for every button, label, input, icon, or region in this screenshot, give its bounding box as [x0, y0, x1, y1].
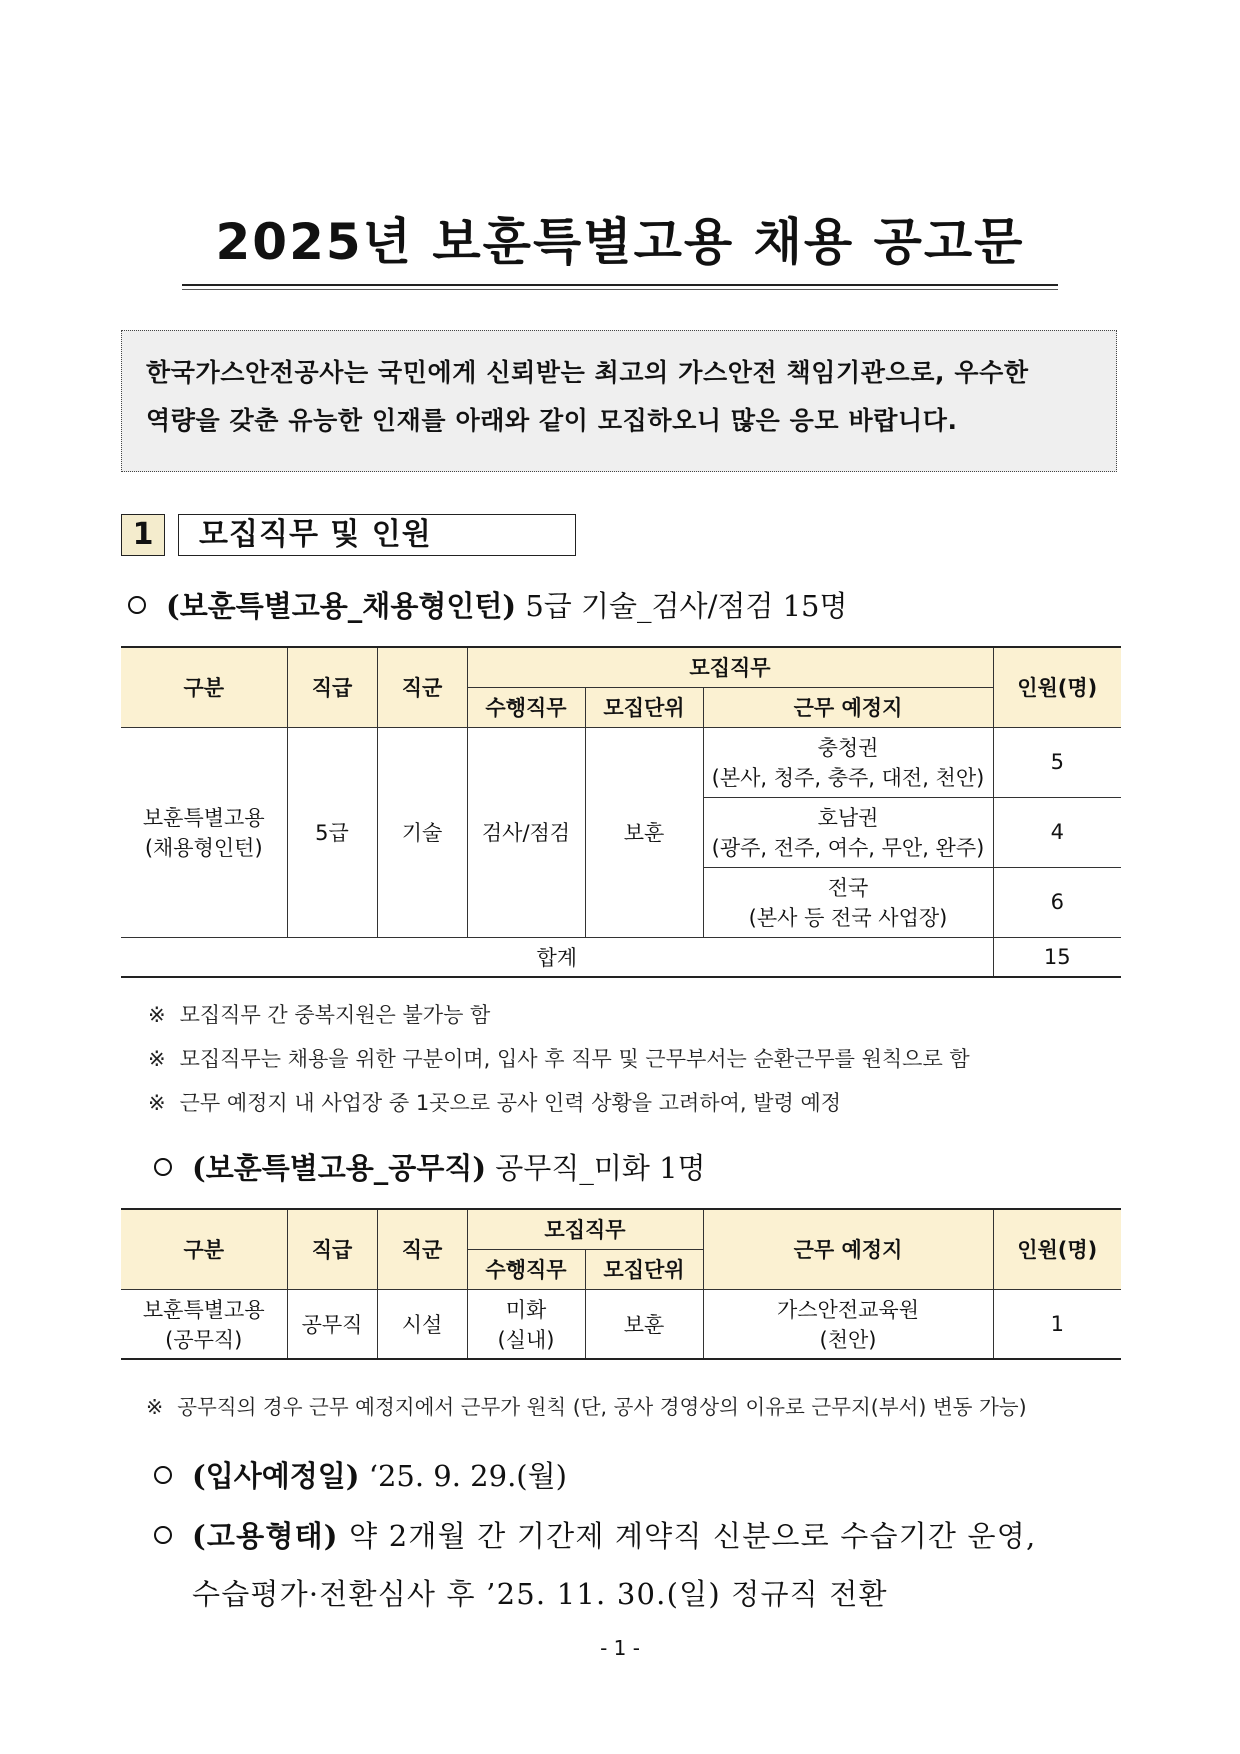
note-text: 공무직의 경우 근무 예정지에서 근무가 원칙 (단, 공사 경영상의 이유로 근무지(부서) 변동 가능) [177, 1395, 1027, 1419]
cell-category-line2: (공무직) [165, 1327, 243, 1352]
cell-grade: 공무직 [287, 1289, 377, 1359]
cell-duty [467, 1289, 585, 1359]
intro-line-2: 역량을 갖춘 유능한 인재를 아래와 같이 모집하오니 많은 응모 바랍니다. [146, 406, 958, 435]
header-location: 근무 예정지 [703, 687, 993, 727]
note-mark: ※ [146, 1395, 164, 1419]
cell-total: 15 [993, 937, 1121, 977]
cell-count: 1 [993, 1289, 1121, 1359]
bullet-employ-label: (고용형태) [192, 1519, 339, 1553]
note-item [148, 1088, 841, 1118]
location-detail: (본사 등 전국 사업장) [748, 906, 948, 930]
header-group: 직군 [377, 1209, 467, 1289]
circle-bullet-icon [154, 1526, 172, 1544]
note-mark: ※ [148, 1091, 166, 1115]
bullet-public-label: (보훈특별고용_공무직) [192, 1151, 487, 1185]
header-grade: 직급 [287, 1209, 377, 1289]
title-underline-thin [182, 289, 1058, 290]
cell-category [121, 1289, 287, 1359]
cell-duty-line2: (실내) [497, 1327, 555, 1352]
note-text: 근무 예정지 내 사업장 중 1곳으로 공사 인력 상황을 고려하여, 발령 예정 [179, 1091, 842, 1115]
location-region: 전국 [827, 876, 869, 900]
header-job: 모집직무 [467, 1209, 703, 1249]
cell-unit: 보훈 [585, 1289, 703, 1359]
cell-location [703, 797, 993, 867]
header-category: 구분 [121, 1209, 287, 1289]
cell-location [703, 1289, 993, 1359]
location-region: 충청권 [817, 736, 879, 760]
header-duty: 수행직무 [467, 1249, 585, 1289]
title-block [182, 210, 1058, 274]
note-mark: ※ [148, 1003, 166, 1027]
bullet-start-date [154, 1456, 567, 1496]
cell-count: 4 [993, 797, 1121, 867]
section-number: 1 [121, 514, 165, 556]
cell-category [121, 727, 287, 937]
cell-group: 시설 [377, 1289, 467, 1359]
bullet-intern [128, 586, 848, 626]
bullet-start-text: ‘25. 9. 29.(월) [368, 1459, 567, 1493]
page-number: - 1 - [600, 1636, 640, 1660]
note-text: 모집직무 간 중복지원은 불가능 함 [179, 1003, 491, 1027]
cell-location-line2: (천안) [819, 1327, 877, 1352]
cell-location [703, 867, 993, 937]
cell-unit: 보훈 [585, 727, 703, 937]
circle-bullet-icon [154, 1466, 172, 1484]
header-duty: 수행직무 [467, 687, 585, 727]
cell-total-label: 합계 [121, 937, 993, 977]
header-location: 근무 예정지 [703, 1209, 993, 1289]
location-detail: (광주, 전주, 여수, 무안, 완주) [711, 836, 985, 860]
bullet-intern-label: (보훈특별고용_채용형인턴) [166, 589, 517, 623]
bullet-employ-text: 약 2개월 간 기간제 계약직 신분으로 수습기간 운영, [349, 1519, 1037, 1553]
intro-box [121, 330, 1117, 472]
cell-category-line2: (채용형인턴) [144, 836, 263, 860]
cell-grade: 5급 [287, 727, 377, 937]
title-underline [182, 284, 1058, 286]
header-category: 구분 [121, 647, 287, 727]
location-region: 호남권 [817, 806, 879, 830]
bullet-public [154, 1148, 706, 1188]
cell-category-line1: 보훈특별고용 [142, 806, 265, 830]
circle-bullet-icon [128, 596, 146, 614]
table-public [121, 1208, 1121, 1360]
bullet-employment-line2: 수습평가·전환심사 후 ’25. 11. 30.(일) 정규직 전환 [192, 1577, 888, 1611]
cell-category-line1: 보훈특별고용 [142, 1297, 265, 1322]
header-grade: 직급 [287, 647, 377, 727]
header-count: 인원(명) [993, 1209, 1121, 1289]
cell-duty-line1: 미화 [505, 1297, 547, 1322]
cell-count: 5 [993, 727, 1121, 797]
header-group: 직군 [377, 647, 467, 727]
header-count: 인원(명) [993, 647, 1121, 727]
cell-location-line1: 가스안전교육원 [776, 1297, 919, 1322]
cell-group: 기술 [377, 727, 467, 937]
note-item [146, 1392, 1027, 1422]
page-title: 2025년 보훈특별고용 채용 공고문 [215, 213, 1025, 271]
bullet-start-label: (입사예정일) [192, 1459, 360, 1493]
note-text: 모집직무는 채용을 위한 구분이며, 입사 후 직무 및 근무부서는 순환근무를 원칙으로 함 [179, 1047, 970, 1071]
note-item [148, 1000, 490, 1030]
note-mark: ※ [148, 1047, 166, 1071]
header-unit: 모집단위 [585, 687, 703, 727]
cell-count: 6 [993, 867, 1121, 937]
circle-bullet-icon [154, 1158, 172, 1176]
bullet-intern-text: 5급 기술_검사/점검 15명 [525, 589, 848, 623]
header-unit: 모집단위 [585, 1249, 703, 1289]
intro-line-1: 한국가스안전공사는 국민에게 신뢰받는 최고의 가스안전 책임기관으로, 우수한 [146, 358, 1029, 387]
location-detail: (본사, 청주, 충주, 대전, 천안) [711, 766, 985, 790]
bullet-employment [154, 1516, 1036, 1556]
table-intern [121, 646, 1121, 978]
bullet-public-text: 공무직_미화 1명 [495, 1151, 706, 1185]
note-item [148, 1044, 970, 1074]
cell-duty: 검사/점검 [467, 727, 585, 937]
header-job: 모집직무 [467, 647, 993, 687]
section-title: 모집직무 및 인원 [178, 514, 576, 556]
cell-location [703, 727, 993, 797]
